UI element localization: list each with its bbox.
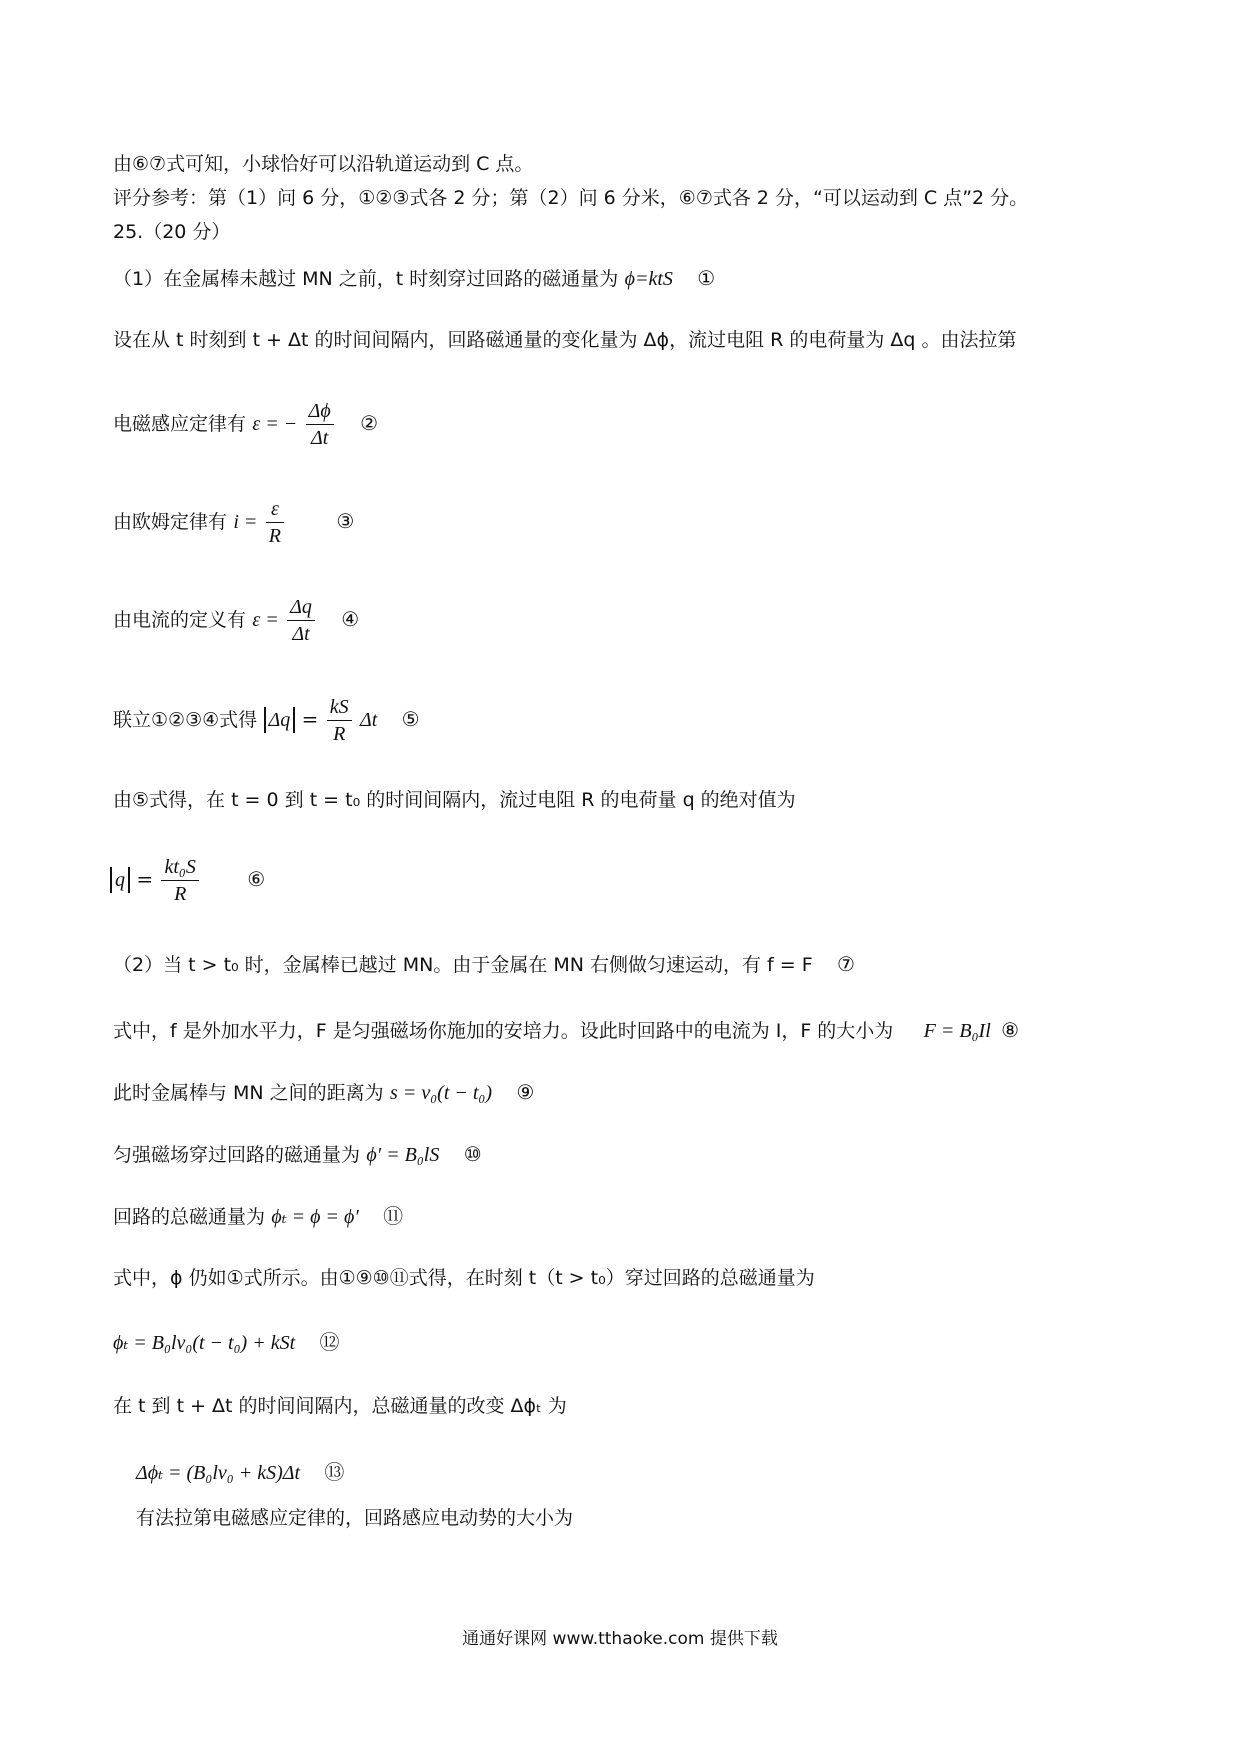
fraction-numerator: ε [266,496,284,523]
text-line-21: 有法拉第电磁感应定律的，回路感应电动势的大小为 [136,1507,574,1529]
equation-line-3 [113,496,354,549]
fraction-denominator: Δt [311,427,329,449]
equation-text: （1）在金属棒未越过 MN 之前，t 时刻穿过回路的磁通量为 [113,268,619,290]
equation-math: ϕₜ = ϕ = ϕ′ [271,1206,359,1228]
equation-math: F = B₀Il [923,1020,991,1042]
equation-lhs: ε = − [252,413,298,435]
fraction-denominator: R [174,883,187,905]
equation-text: 由欧姆定律有 [113,511,228,533]
equation-text: 匀强磁场穿过回路的磁通量为 [113,1144,361,1166]
equation-line-2 [113,398,378,451]
equation-mark: ② [360,411,378,435]
equation-text: 由电流的定义有 [113,609,247,631]
equation-text: 此时金属棒与 MN 之间的距离为 [113,1082,384,1104]
fraction-numerator: Δϕ [306,398,334,425]
equation-mark: ① [697,266,716,290]
fraction [306,398,334,451]
equation-line-10 [113,1140,482,1169]
fraction [327,694,352,747]
text-line-17: 式中，ϕ 仍如①式所示。由①⑨⑩⑪式得，在时刻 t（t > t₀）穿过回路的总磁通量为 [113,1267,815,1289]
equation-line-4 [113,594,359,647]
text-line-19: 在 t 到 t + Δt 的时间间隔内，总磁通量的改变 Δϕₜ 为 [113,1395,567,1417]
equation-text: （2）当 t > t₀ 时，金属棒已越过 MN。由于金属在 MN 右侧做匀速运动，有 f = F [113,954,813,976]
equals-sign: = [136,867,154,891]
equals-sign: = [301,707,319,731]
equation-lhs: ε = [252,609,279,631]
fraction [266,496,284,549]
equation-mark: ⑬ [324,1460,345,1484]
equation-line-9 [113,1078,534,1107]
fraction-denominator: Δt [292,623,310,645]
equation-line-6 [110,854,265,907]
equation-line-1 [113,264,715,293]
fraction-numerator: kt₀S [161,854,198,881]
equation-mark: ⑥ [247,867,266,891]
equation-math: ϕₜ = B₀lv₀(t − t₀) + kSt [113,1332,296,1354]
equation-mark: ⑫ [319,1330,340,1354]
page-footer: 通通好课网 www.tthaoke.com 提供下载 [462,1629,778,1649]
equation-line-11 [113,1202,403,1231]
fraction [287,594,315,647]
text-line-1: 由⑥⑦式可知，小球恰好可以沿轨道运动到 C 点。 [113,153,534,175]
absolute-value: Δq [264,707,296,733]
equation-line-8 [113,1016,1019,1045]
equation-mark: ③ [336,509,355,533]
equation-mark: ⑩ [463,1142,482,1166]
equation-mark: ⑨ [516,1080,535,1104]
equation-line-5 [113,694,420,747]
equation-text: 式中，f 是外加水平力，F 是匀强磁场你施加的安培力。设此时回路中的电流为 I，F 的大小为 [113,1020,894,1042]
equation-mark: ⑧ [1001,1018,1020,1042]
equation-math: Δϕₜ = (B₀lv₀ + kS)Δt [136,1462,301,1484]
equation-math: ϕ′ = B₀lS [366,1144,440,1166]
equation-mark: ⑤ [401,707,420,731]
equation-mark: ⑦ [837,952,855,976]
fraction [161,854,198,907]
fraction-denominator: R [268,525,282,547]
question-number: 25.（20 分） [113,221,231,243]
equation-mark: ④ [341,607,360,631]
text-line-2: 评分参考：第（1）问 6 分，①②③式各 2 分；第（2）问 6 分米，⑥⑦式各 2 分，“可以运动到 C 点”2 分。 [113,187,1029,209]
equation-text: 联立①②③④式得 [113,709,258,731]
equation-mark: ⑪ [383,1204,404,1228]
equation-line-13 [136,1458,344,1487]
equation-line-7 [113,950,855,979]
fraction-numerator: Δq [287,594,315,621]
equation-line-12 [113,1328,340,1357]
equation-lhs: i = [233,511,258,533]
equation-math: s = v₀(t − t₀) [390,1082,493,1104]
fraction-numerator: kS [327,694,352,721]
equation-math: ϕ=ktS [624,268,673,290]
equation-tail: Δt [359,709,378,731]
text-line-5: 设在从 t 时刻到 t + Δt 的时间间隔内，回路磁通量的变化量为 Δϕ，流过电阻 R 的电荷量为 Δq 。由法拉第 [113,329,1017,351]
fraction-denominator: R [333,723,346,745]
text-line-10: 由⑤式得，在 t = 0 到 t = t₀ 的时间间隔内，流过电阻 R 的电荷量 q 的绝对值为 [113,789,796,811]
equation-text: 电磁感应定律有 [113,413,247,435]
absolute-value: q [110,867,130,893]
equation-text: 回路的总磁通量为 [113,1206,266,1228]
